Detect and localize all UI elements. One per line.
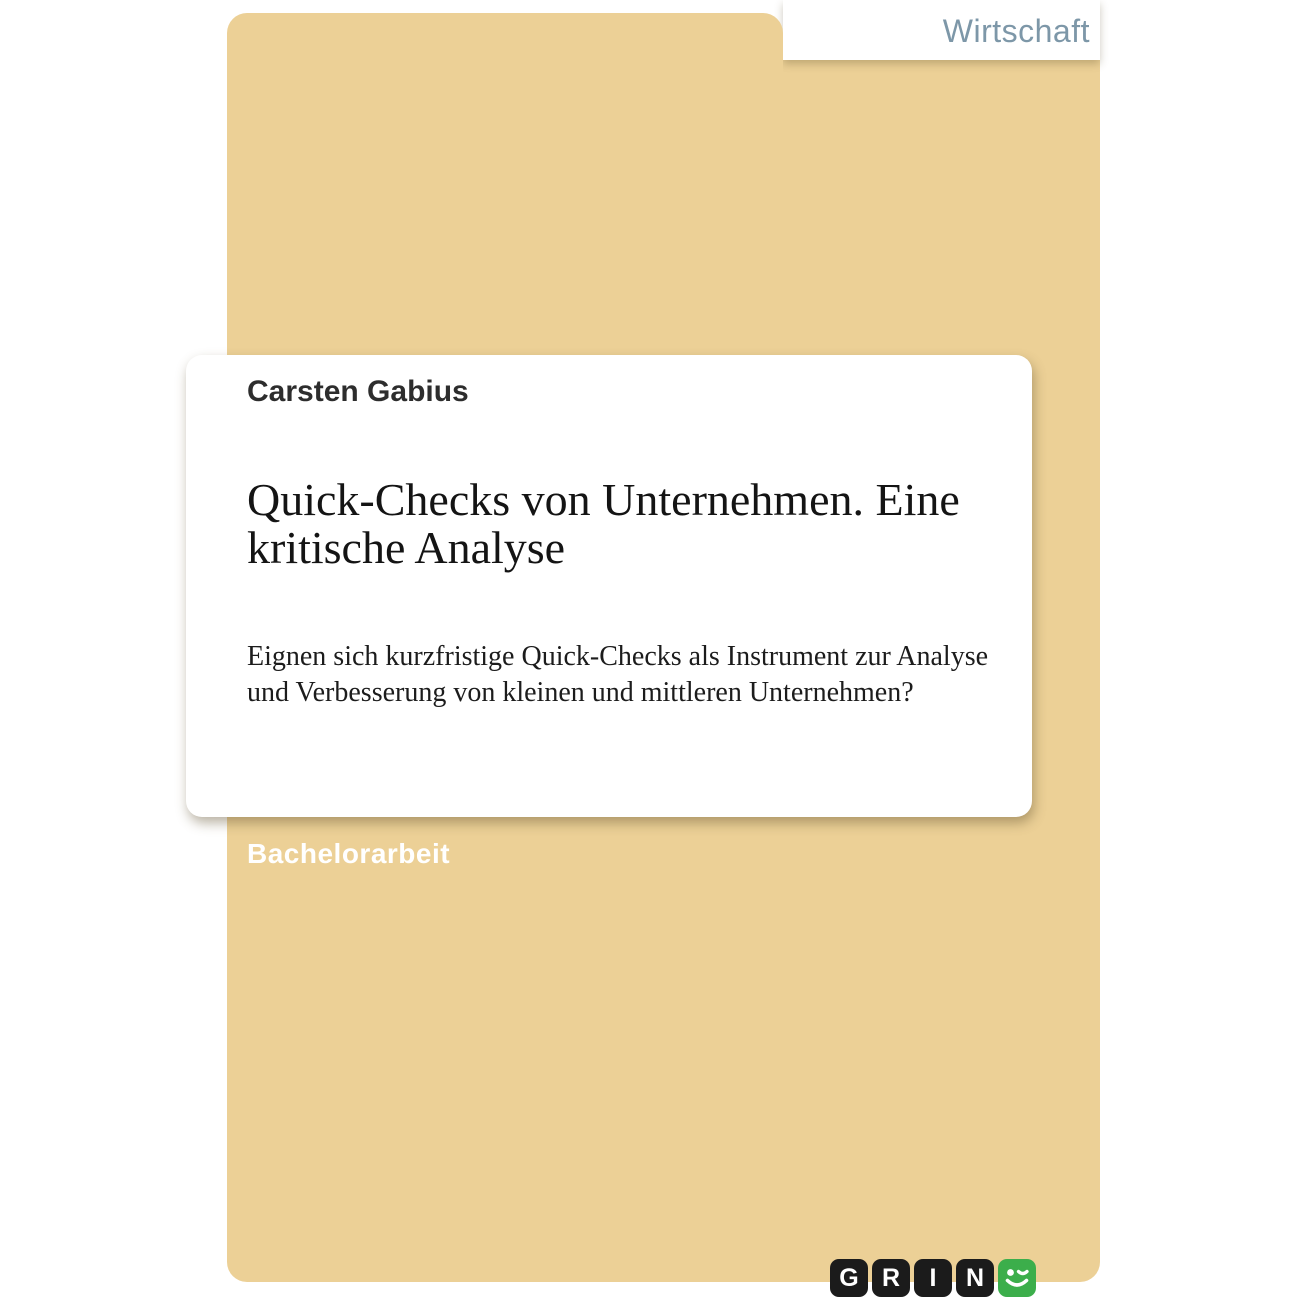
grin-logo-letter-r: R [872, 1259, 910, 1297]
grin-logo-letter-i: I [914, 1259, 952, 1297]
book-subtitle-line-1: Eignen sich kurzfristige Quick-Checks als Instrument zur Analyse [247, 641, 989, 672]
document-type-label: Bachelorarbeit [247, 838, 451, 869]
book-subtitle-line-2: und Verbesserung von kleinen und mittleren Unternehmen? [247, 677, 914, 709]
grin-logo-letter-n: N [956, 1259, 994, 1297]
category-label: Wirtschaft [942, 13, 1090, 49]
title-card [186, 355, 1032, 817]
cover-background-tab [227, 13, 783, 73]
book-subtitle [247, 639, 1027, 712]
book-title-line-1: Quick-Checks von Unternehmen. Eine [247, 474, 960, 525]
grin-smiley-icon [998, 1259, 1036, 1297]
book-title [247, 476, 987, 572]
grin-logo [830, 1259, 1036, 1297]
grin-logo-letter-g: G [830, 1259, 868, 1297]
author-name: Carsten Gabius [247, 375, 469, 408]
book-title-line-2: kritische Analyse [247, 521, 566, 573]
